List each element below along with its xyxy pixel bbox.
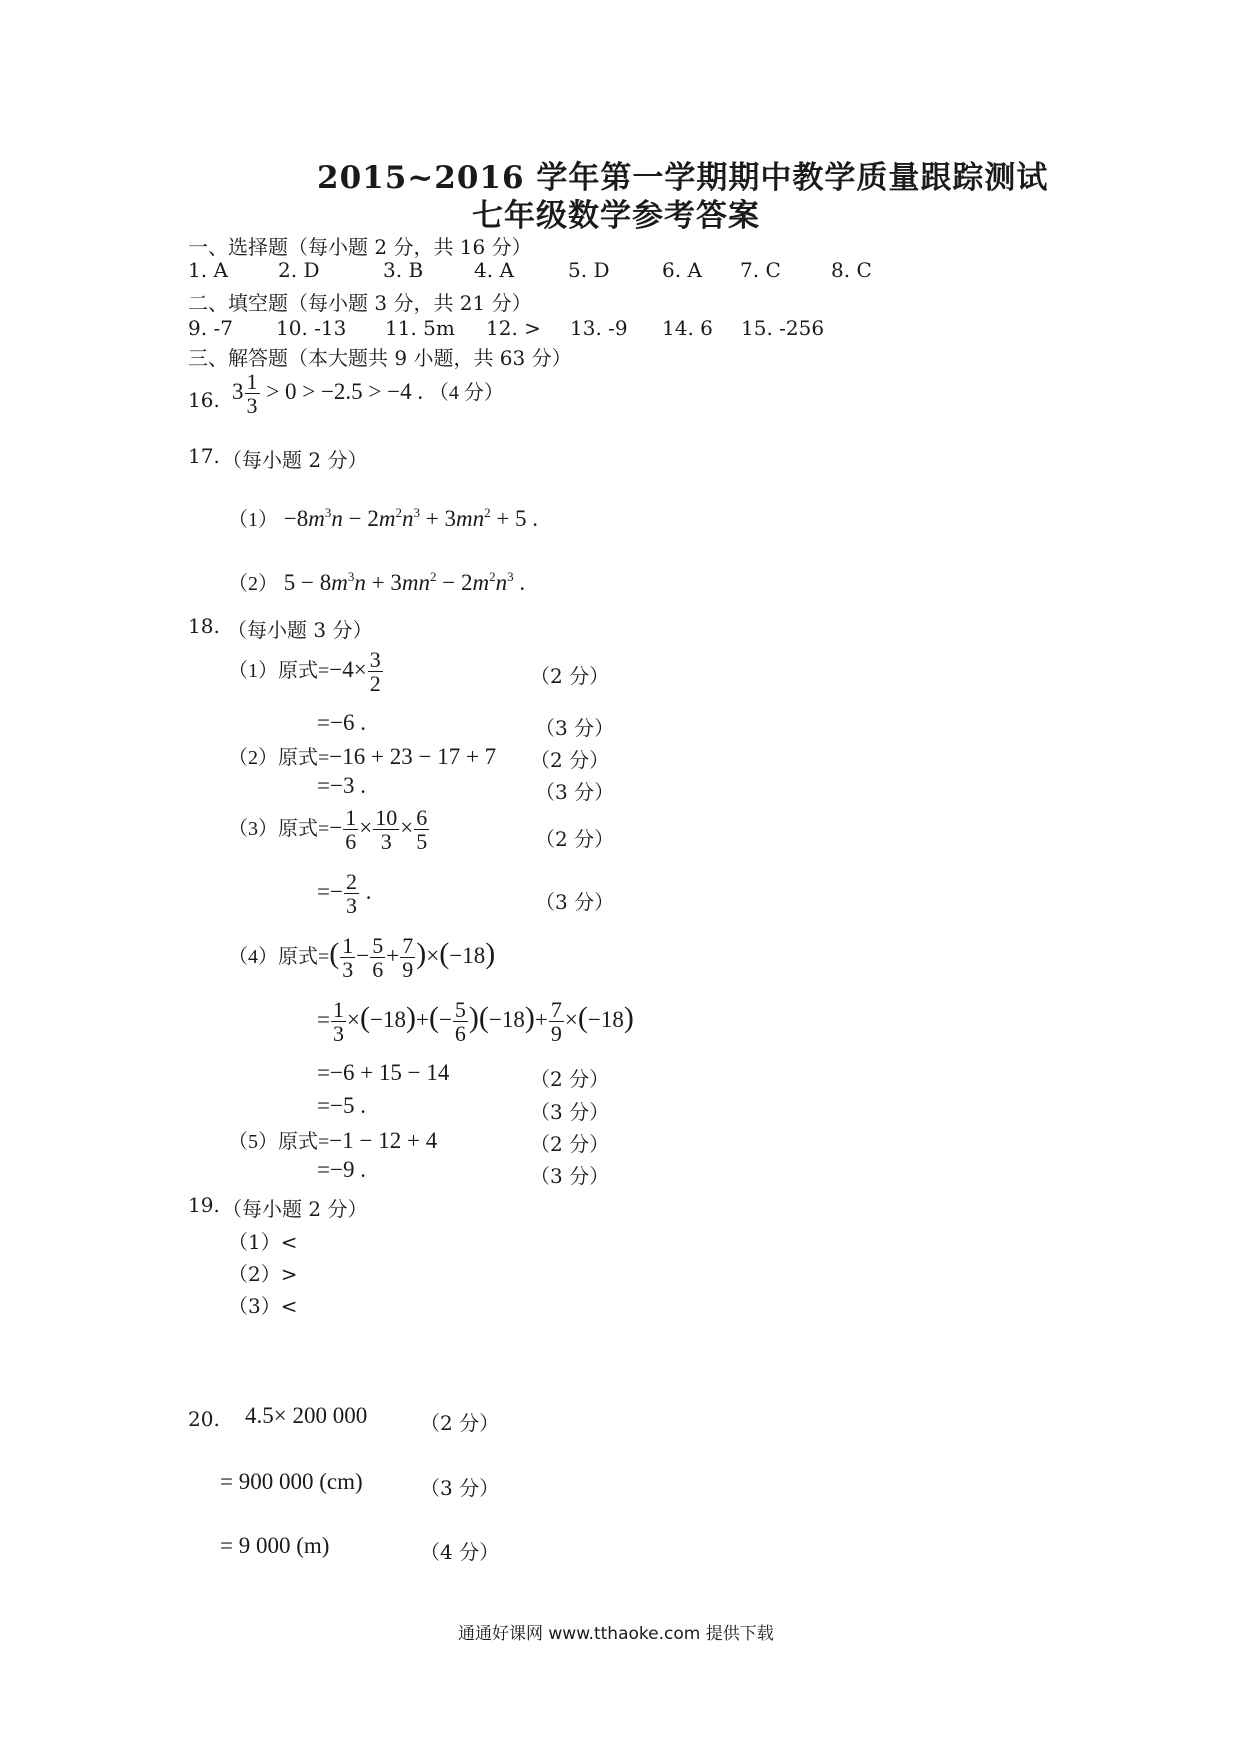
q18-part3-line1: （3）原式=− $\frac{1}{6}$ × $\frac{10}{3}$ × $\frac{6}{5}$: [228, 805, 428, 855]
inequality-chain: > 0 > −2.5 > −4 .: [266, 378, 424, 404]
points-label: （3 分）: [530, 1100, 610, 1124]
part-label: （1）: [228, 509, 278, 531]
q18-part2-line2: =−3 .: [317, 773, 366, 798]
question-number: 18.: [188, 614, 220, 638]
points-label: （4 分）: [428, 381, 504, 404]
points-label: （3 分）: [420, 1476, 500, 1500]
points-label: （4 分）: [420, 1540, 500, 1564]
answer-item: 10. -13: [276, 316, 347, 340]
answer-item: 8. C: [831, 258, 872, 282]
section-heading-solve: 三、解答题（本大题共 9 小题，共 63 分）: [188, 346, 572, 370]
q20-line3: = 9 000 (m): [220, 1533, 330, 1558]
answer-item: 7. C: [740, 258, 781, 282]
list-item: （2）>: [228, 1262, 298, 1286]
answer-item: 11. 5m: [385, 316, 455, 340]
q18-part1-line1: （1）原式=−4× $\frac{3}{2}$: [228, 647, 381, 697]
page-title: 2015~2016 学年第一学期期中教学质量跟踪测试: [317, 160, 1049, 196]
answer-item: 6. A: [662, 258, 702, 282]
q18-part3-line2: =− $\frac{2}{3}$ .: [317, 869, 372, 919]
answer-item: 2. D: [278, 258, 320, 282]
question-number: 17.: [188, 444, 220, 468]
points-label: （2 分）: [530, 748, 610, 772]
q18-part2-line1: （2）原式=−16 + 23 − 17 + 7: [228, 744, 497, 769]
question-number: 19.: [188, 1193, 220, 1217]
q18-part4-line1: （4）原式=( $\frac{1}{3}$ − $\frac{5}{6}$ + $\frac{7}{9}$ )×(−18): [228, 933, 496, 983]
q18-part5-line2: =−9 .: [317, 1157, 366, 1182]
points-label: （2 分）: [535, 827, 615, 851]
q18-part4-line3: =−6 + 15 − 14: [317, 1060, 450, 1085]
points-label: （2 分）: [530, 664, 610, 688]
section-heading-choice: 一、选择题（每小题 2 分，共 16 分）: [188, 235, 532, 259]
q18-part5-line1: （5）原式=−1 − 12 + 4: [228, 1128, 438, 1153]
question-number: 20.: [188, 1407, 220, 1431]
answer-item: 5. D: [568, 258, 610, 282]
q17-part1: $(1) -8m^3n - 2m^2n^3 + 3mn^2 + 5$ .: [228, 505, 539, 531]
mixed-number-whole: 3: [232, 378, 244, 404]
q16-expression: [232, 370, 504, 417]
points-label: （2 分）: [530, 1132, 610, 1156]
points-label: （2 分）: [530, 1067, 610, 1091]
answer-item: 4. A: [474, 258, 514, 282]
q17-part2: （2） $5 - 8m^3n + 3mn^2 - 2m^2n^3$ .: [228, 569, 526, 595]
answer-item: 12. >: [486, 316, 541, 340]
question-note: （每小题 3 分）: [227, 618, 373, 642]
list-item: （3）<: [228, 1294, 298, 1318]
footer-credit: 通通好课网 www.tthaoke.com 提供下载: [458, 1624, 774, 1644]
answer-item: 3. B: [383, 258, 424, 282]
points-label: （3 分）: [535, 780, 615, 804]
question-note: （每小题 2 分）: [222, 1197, 368, 1221]
question-note: （每小题 2 分）: [222, 448, 368, 472]
section-heading-fill: 二、填空题（每小题 3 分，共 21 分）: [188, 291, 532, 315]
question-number: 16.: [188, 388, 220, 412]
q20-line1: 4.5× 200 000: [245, 1403, 368, 1428]
answer-item: 1. A: [188, 258, 228, 282]
q20-line2: = 900 000 (cm): [220, 1469, 363, 1494]
q18-part1-line2: =−6 .: [317, 710, 366, 735]
q18-part4-line4: =−5 .: [317, 1093, 366, 1118]
q18-part4-line2: = $\frac{1}{3}$ ×(−18)+(− $\frac{5}{6}$ )(−18)+ $\frac{7}{9}$ ×(−18): [317, 997, 634, 1047]
fraction: $\frac{3}{2}$: [369, 647, 381, 697]
points-label: （2 分）: [420, 1411, 500, 1435]
points-label: （3 分）: [530, 1164, 610, 1188]
list-item: （1）<: [228, 1230, 298, 1254]
answer-item: 9. -7: [188, 316, 233, 340]
part-label: （2）: [228, 573, 278, 595]
points-label: （3 分）: [535, 716, 615, 740]
answer-item: 14. 6: [662, 316, 713, 340]
page-subtitle: 七年级数学参考答案: [472, 198, 760, 234]
answer-item: 15. -256: [741, 316, 825, 340]
answer-item: 13. -9: [570, 316, 628, 340]
points-label: （3 分）: [535, 890, 615, 914]
fraction: $\frac{1}{3}$: [246, 369, 258, 419]
